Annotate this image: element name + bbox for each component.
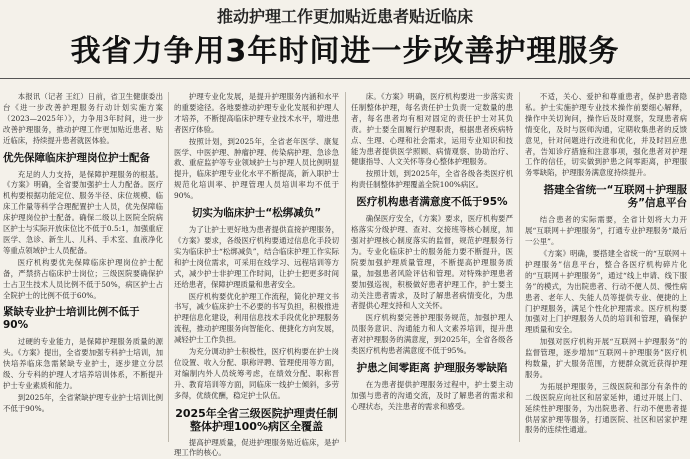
article-column-1 <box>3 92 163 442</box>
section-heading-holistic-care: 2025年全省三级医院护理责任制整体护理100%病区全覆盖 <box>175 406 338 433</box>
body-paragraph: 为充分调动护士积极性，医疗机构要在护士岗位设置、收入分配、职称评聘、管理使用等方面，对编制内外人员统筹考虑，在绩效分配、职称晋升、教育培训等方面，同临床一线护士倾斜，多劳多得，优绩优酬，稳定护士队伍。 <box>174 347 339 400</box>
article-headline: 我省力争用3年时间进一步改善护理服务 <box>70 34 620 69</box>
section-heading-internet-nursing: 搭建全省统一“互联网＋护理服务”信息平台 <box>543 184 687 210</box>
body-paragraph: 在为患者提供护理服务过程中，护士要主动加强与患者的沟通交流，及时了解患者的需求和心理状态，关注患者的需求和感受。 <box>351 379 513 411</box>
body-paragraph: 提高护理质量，促进护理服务贴近临床，是护理工作的核心。 <box>174 437 339 458</box>
column-divider <box>519 92 520 442</box>
section-heading-zero-distance: 护患之间零距离 护理服务零缺陷 <box>356 361 508 374</box>
article-kicker: 推动护理工作更加贴近患者贴近临床 <box>216 7 473 26</box>
body-paragraph: 到2025年，全省紧缺护理专业护士培训比例不低于90%。 <box>3 392 163 413</box>
body-paragraph: 结合患者的实际需要，全省计划将大力开展“互联网＋护理服务”，打通专业护理服务“最后一公里”。 <box>525 215 687 247</box>
body-paragraph: 护理专业化发展，是提升护理服务内涵和水平的重要途径。各地要推动护理专业化发展和护理人才培养，不断提高临床护理专业技术水平，增进患者医疗体验。 <box>174 92 339 134</box>
section-heading-satisfaction: 医疗机构患者满意度不低于95% <box>356 196 508 209</box>
headline-rule <box>0 78 690 79</box>
column-divider <box>345 92 346 442</box>
body-paragraph: 为了让护士更好地为患者提供直接护理服务，《方案》要求，各级医疗机构要通过信息化手段切实为临床护士“松绑减负”，结合临床护理工作实际和护士岗位需求，可采用在线学习、远程培训等方式，减少护士非护理工作时间，让护士把更多时间还给患者，保障护理质量和患者安全。 <box>174 225 339 289</box>
article-column-4 <box>525 92 687 442</box>
body-paragraph: 为拓展护理服务，三级医院和部分有条件的二级医院应向社区和居家延伸，通过开展上门、延续性护理服务，为出院患者、行动不便患者提供居家护理等服务，打通医院、社区和居家护理服务的连续性通道。 <box>525 381 687 435</box>
body-paragraph: 不适，关心、爱护和尊重患者，保护患者隐私。护士实施护理专业技术操作前要细心解释，操作中关切询问，操作后及时观察，发现患者病情变化，及时与医师沟通，定期收集患者的反馈意见，针对问题进行改进和优化，并及时回应患者，告知诊疗措施和注意事项，强化患者对护理工作的信任，切实做到护患之间零距离，护理服务零缺陷，护理服务满意度持续提升。 <box>525 92 687 178</box>
body-paragraph: 床。《方案》明确，医疗机构要进一步落实责任制整体护理，每名责任护士负责一定数量的患者，每名患者均有相对固定的责任护士对其负责。护士要全面履行护理职责，根据患者疾病特点、生理、心理和社会需求，运用专业知识和技能为患者提供医学照顾、病情观察、协助治疗、健康指导、人文关怀等身心整体护理服务。 <box>351 92 513 167</box>
column-divider <box>168 92 169 442</box>
body-paragraph: 确保医疗安全，《方案》要求，医疗机构要严格落实分级护理、查对、交接班等核心制度，加强对护理核心制度落实的监督，规范护理服务行为。专业化临床护士的服务能力要不断提升，医院要加强护理质量管理，不断提高护理服务质量，加强患者风险评估和管理。对特殊护理患者要加强巡视，积极做好患者护理工作，护士要主动关注患者需求，及时了解患者病情变化，为患者提供心理支持和人文关怀。 <box>351 214 513 311</box>
section-heading-relieve-burden: 切实为临床护士“松绑减负” <box>191 207 322 220</box>
article-column-2 <box>174 92 339 458</box>
body-paragraph: 医疗机构要完善护理服务规范，加强护理人员服务意识、沟通能力和人文素养培训，提升患者对护理服务的满意度，到2025年，全省各级各类医疗机构患者满意度不低于95%。 <box>351 313 513 356</box>
section-heading-staffing: 优先保障临床护理岗位护士配备 <box>3 151 150 164</box>
body-paragraph: 过硬的专业能力，是保障护理服务质量的源头。《方案》提出，全省要加强专科护士培训，加快培养临床急需紧缺专业护士，逐步建立分层级、分专科的护理人才培养培训体系，不断提升护士专业素质和能力。 <box>3 337 163 391</box>
body-paragraph: 按照计划，到2025年，全省各级各类医疗机构责任制整体护理覆盖全院100%病区。 <box>351 169 513 190</box>
body-paragraph: 充足的人力支持，是保障护理服务的根基。《方案》明确，全省要加强护士人力配备。医疗机构要根据功能定位、服务半径、床位规模、临床工作量等科学合理配置护士人员，优先保障临床护理岗位护士配备。确保二级以上医院全院病区护士与实际开放床位比不低于0.5:1，加强重症医学、急诊、新生儿、儿科、手术室、血液净化等重点领域护士人员配备。 <box>3 169 163 255</box>
body-paragraph: 加强对医疗机构开展“互联网＋护理服务”的监督管理，逐步增加“互联网＋护理服务”医疗机构数量，扩大服务范围，方便群众就近获得护理服务。 <box>525 337 687 379</box>
lead-paragraph: 本报讯（记者 王红）日前，省卫生健康委出台《进一步改善护理服务行动计划实施方案（2023—2025年）》，力争用3年时间，进一步改善护理服务，推动护理工作更加贴近患者、贴近临床，持续提升患者就医体验。 <box>3 92 163 145</box>
section-heading-training: 紧缺专业护士培训比例不低于90% <box>3 306 140 332</box>
body-paragraph: 按照计划，到2025年，全省老年医学、康复医学、中医护理、肿瘤护理、传染病护理、急诊急救、重症监护等专业领域护士与护理人员比例明显提升，临床护理专业化水平不断提高，新入职护士规范化培训率、护理管理人员培训率均不低于90%。 <box>174 136 339 201</box>
body-paragraph: 医疗机构要优先保障临床护理岗位护士配备，严禁挤占临床护士岗位；三级医院要确保护士占卫生技术人员比例不低于50%，病区护士占全院护士的比例不低于60%。 <box>3 257 163 300</box>
body-paragraph: 医疗机构要优化护理工作流程，简化护理文书书写，减少临床护士不必要的书写负担，积极推进护理信息化建设，利用信息技术手段优化护理服务流程，推动护理服务向智能化、便捷化方向发展，减轻护士工作负担。 <box>174 291 339 345</box>
article-column-3 <box>351 92 513 442</box>
body-paragraph: 《方案》明确，要搭建全省统一的“互联网＋护理服务”信息平台，整合各医疗机构碎片化的“互联网＋护理服务”，通过“线上申请、线下服务”的模式，为出院患者、行动不便人员、慢性病患者、老年人、失能人员等提供专业、便捷的上门护理服务，满足个性化护理需求。医疗机构要加强对上门护理服务人员的培训和管理，确保护理质量和安全。 <box>525 248 687 335</box>
